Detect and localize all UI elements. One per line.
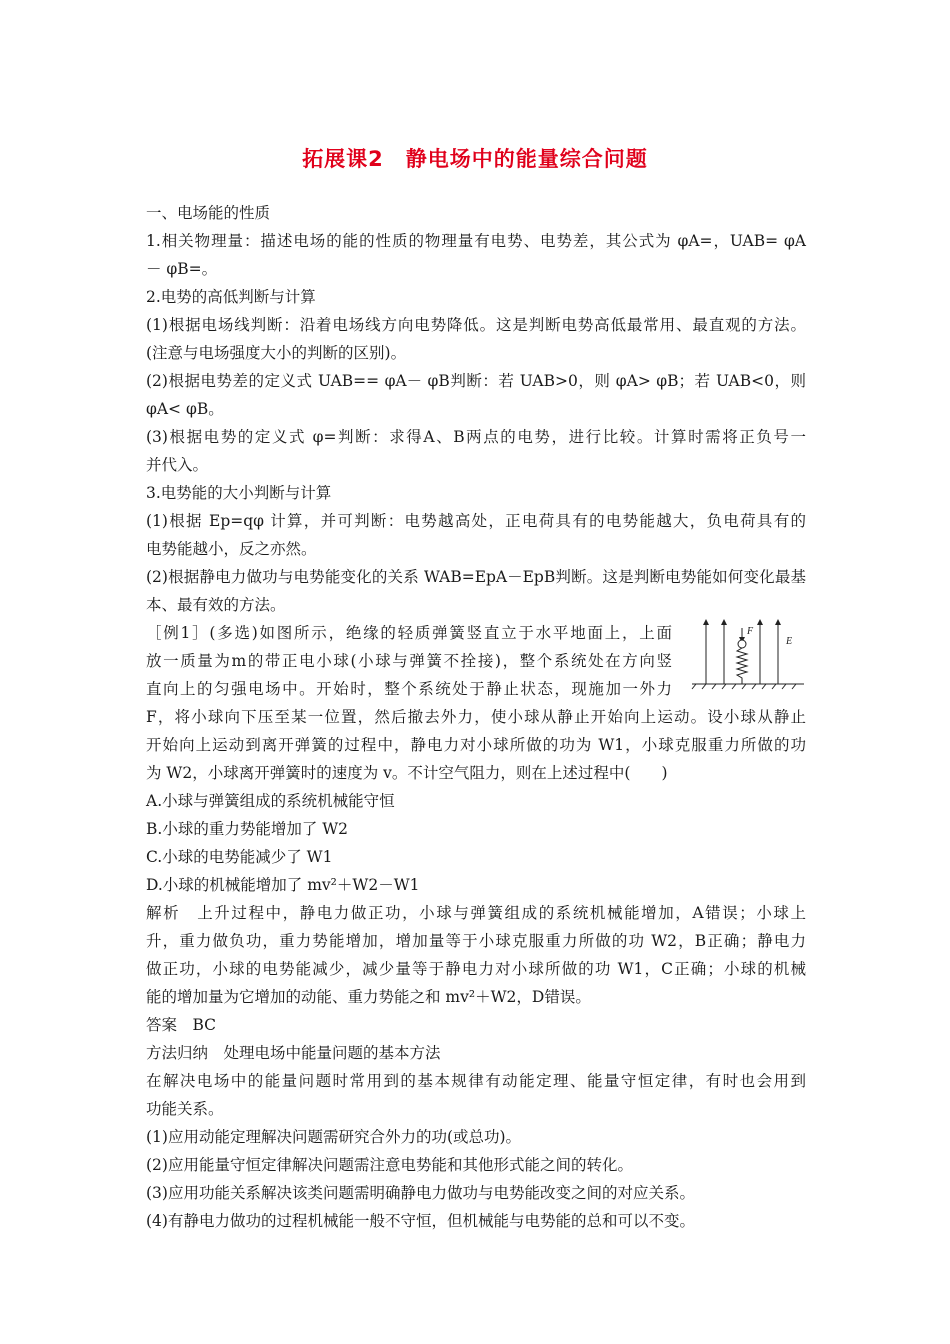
example-line: ［例1］(多选)如图所示，绝缘的轻质弹簧竖直立于水平地面上，上面: [146, 624, 672, 642]
option-b: B.小球的重力势能增加了 W2: [146, 820, 349, 838]
text-line: (3)应用功能关系解决该类问题需明确静电力做功与电势能改变之间的对应关系。: [146, 1184, 695, 1202]
example-line: 开始向上运动到离开弹簧的过程中，静电力对小球所做的功为 W1，小球克服重力所做的功: [146, 736, 806, 754]
ground-icon: [692, 684, 804, 689]
spring-field-figure: [686, 616, 810, 692]
text-line: (2)应用能量守恒定律解决问题需注意电势能和其他形式能之间的转化。: [146, 1156, 633, 1174]
force-label: F: [747, 626, 754, 637]
section-heading: 2.电势的高低判断与计算: [146, 288, 316, 306]
text-line: φA< φB。: [146, 400, 224, 418]
method-heading: 方法归纳 处理电场中能量问题的基本方法: [146, 1044, 441, 1062]
text-line: (4)有静电力做功的过程机械能一般不守恒，但机械能与电势能的总和可以不变。: [146, 1212, 695, 1230]
page-title: 拓展课2 静电场中的能量综合问题: [302, 147, 648, 171]
text-line: (1)根据电场线判断：沿着电场线方向电势降低。这是判断电势高低最常用、最直观的方法。: [146, 316, 806, 334]
solution-line: 升，重力做负功，重力势能增加，增加量等于小球克服重力所做的功 W2，B正确；静电力: [146, 932, 806, 950]
text-line: 功能关系。: [146, 1100, 224, 1118]
text-line: 电势能越小，反之亦然。: [146, 540, 317, 558]
text-line: (1)应用动能定理解决问题需研究合外力的功(或总功)。: [146, 1128, 522, 1146]
section-heading: 一、电场能的性质: [146, 204, 271, 222]
option-c: C.小球的电势能减少了 W1: [146, 848, 333, 866]
section-heading: 3.电势能的大小判断与计算: [146, 484, 332, 502]
text-line: 在解决电场中的能量问题时常用到的基本规律有动能定理、能量守恒定律，有时也会用到: [146, 1072, 806, 1090]
solution-line: 能的增加量为它增加的动能、重力势能之和 mv²＋W2，D错误。: [146, 988, 591, 1006]
text-line: 1.相关物理量：描述电场的能的性质的物理量有电势、电势差，其公式为 φA=，UAB= φA: [146, 232, 806, 250]
solution-line: 做正功，小球的电势能减少，减少量等于静电力对小球所做的功 W1，C正确；小球的机械: [146, 960, 806, 978]
example-line: 直向上的匀强电场中。开始时，整个系统处于静止状态，现施加一外力: [146, 680, 672, 698]
text-line: (2)根据电势差的定义式 UAB== φA－ φB判断：若 UAB>0，则 φA> φB；若 UAB<0，则: [146, 372, 806, 390]
text-line: (3)根据电势的定义式 φ=判断：求得A、B两点的电势，进行比较。计算时需将正负号一: [146, 428, 806, 446]
example-line: 为 W2，小球离开弹簧时的速度为 v。不计空气阻力，则在上述过程中( ): [146, 764, 668, 782]
text-line: (2)根据静电力做功与电势能变化的关系 WAB=EpA－EpB判断。这是判断电势能如何变化最基: [146, 568, 806, 586]
text-line: － φB=。: [146, 260, 218, 278]
option-d: D.小球的机械能增加了 mv²＋W2－W1: [146, 876, 420, 894]
spring-icon: [737, 648, 747, 684]
answer-line: 答案 BC: [146, 1016, 217, 1034]
field-label: E: [786, 636, 793, 647]
text-line: (1)根据 Ep=qφ 计算，并可判断：电势越高处，正电荷具有的电势能越大，负电荷具有的: [146, 512, 806, 530]
example-line: 放一质量为m的带正电小球(小球与弹簧不拴接)，整个系统处在方向竖: [146, 652, 672, 670]
solution-line: 解析 上升过程中，静电力做正功，小球与弹簧组成的系统机械能增加，A错误；小球上: [146, 904, 806, 922]
text-line: 本、最有效的方法。: [146, 596, 286, 614]
option-a: A.小球与弹簧组成的系统机械能守恒: [146, 792, 395, 810]
ball-icon: [738, 640, 746, 648]
text-line: 并代入。: [146, 456, 209, 474]
example-line: F，将小球向下压至某一位置，然后撤去外力，使小球从静止开始向上运动。设小球从静止: [146, 708, 806, 726]
text-line: (注意与电场强度大小的判断的区别)。: [146, 344, 407, 362]
